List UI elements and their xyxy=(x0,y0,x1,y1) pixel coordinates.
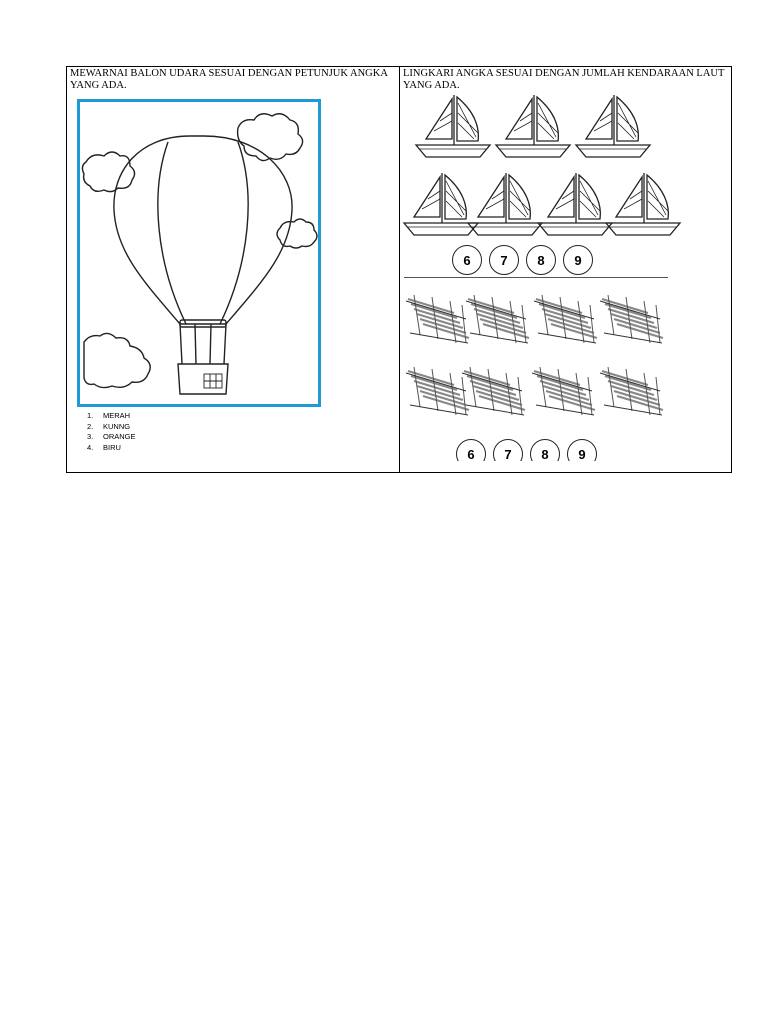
raft-number-choices xyxy=(456,439,604,461)
color-key-item xyxy=(87,411,136,422)
raft-choice-circle[interactable]: 9 xyxy=(567,439,597,461)
vehicle-counting-cell xyxy=(400,67,731,472)
cloud-bottom-left xyxy=(84,333,150,387)
raft-icon xyxy=(600,295,663,343)
color-key-label: BIRU xyxy=(103,442,121,452)
balloon-picture-frame xyxy=(77,99,321,407)
sailboat-number-choices xyxy=(452,245,600,275)
color-key-number: 2. xyxy=(87,421,94,431)
cloud-top-right xyxy=(238,114,303,161)
sailboat-choice-circle[interactable]: 9 xyxy=(563,245,593,275)
balloon-envelope xyxy=(114,136,292,324)
color-key-number: 1. xyxy=(87,411,94,420)
color-key-number: 4. xyxy=(87,442,94,452)
sailboat-icon xyxy=(468,173,542,235)
raft-choice-circle[interactable]: 7 xyxy=(493,439,523,461)
sailboat-icon xyxy=(538,173,612,235)
raft-icon xyxy=(600,367,663,415)
raft-icon xyxy=(406,295,469,343)
raft-icon xyxy=(462,367,525,415)
color-key-list xyxy=(87,411,136,453)
color-key-label: MERAH xyxy=(103,411,131,420)
sailboat-choice-circle[interactable]: 6 xyxy=(452,245,482,275)
counting-instruction: LINGKARI ANGKA SESUAI DENGAN JUMLAH KENDARAAN LAUT YANG ADA. xyxy=(403,68,725,91)
raft-choice-circle[interactable]: 6 xyxy=(456,439,486,461)
color-key-item xyxy=(87,432,136,443)
sailboat-choice-circle[interactable]: 8 xyxy=(526,245,556,275)
section-divider xyxy=(404,277,668,278)
cloud-middle-right xyxy=(277,219,317,248)
worksheet-table xyxy=(66,66,732,473)
raft-icon xyxy=(534,295,597,343)
raft-icon xyxy=(466,295,529,343)
color-key-item xyxy=(87,422,136,433)
sailboat-icon xyxy=(576,95,650,157)
color-key-label: KUNNG xyxy=(103,421,131,431)
balloon-basket xyxy=(178,320,228,394)
cloud-left xyxy=(82,152,134,192)
raft-icon xyxy=(532,367,595,415)
color-key-number: 3. xyxy=(87,432,94,441)
sailboat-group xyxy=(400,89,732,269)
sailboat-choice-circle[interactable]: 7 xyxy=(489,245,519,275)
balloon-instruction: MEWARNAI BALON UDARA SESUAI DENGAN PETUNJUK ANGKA YANG ADA. xyxy=(70,68,388,91)
sailboat-icon xyxy=(416,95,490,157)
raft-icon xyxy=(406,367,469,415)
raft-choice-circle[interactable]: 8 xyxy=(530,439,560,461)
raft-group xyxy=(400,289,732,419)
sailboat-icon xyxy=(606,173,680,235)
hot-air-balloon-illustration xyxy=(80,102,318,404)
sailboat-icon xyxy=(496,95,570,157)
sailboat-icon xyxy=(404,173,478,235)
balloon-coloring-cell xyxy=(67,67,400,472)
color-key-label: ORANGE xyxy=(103,432,136,441)
color-key-item xyxy=(87,443,136,454)
